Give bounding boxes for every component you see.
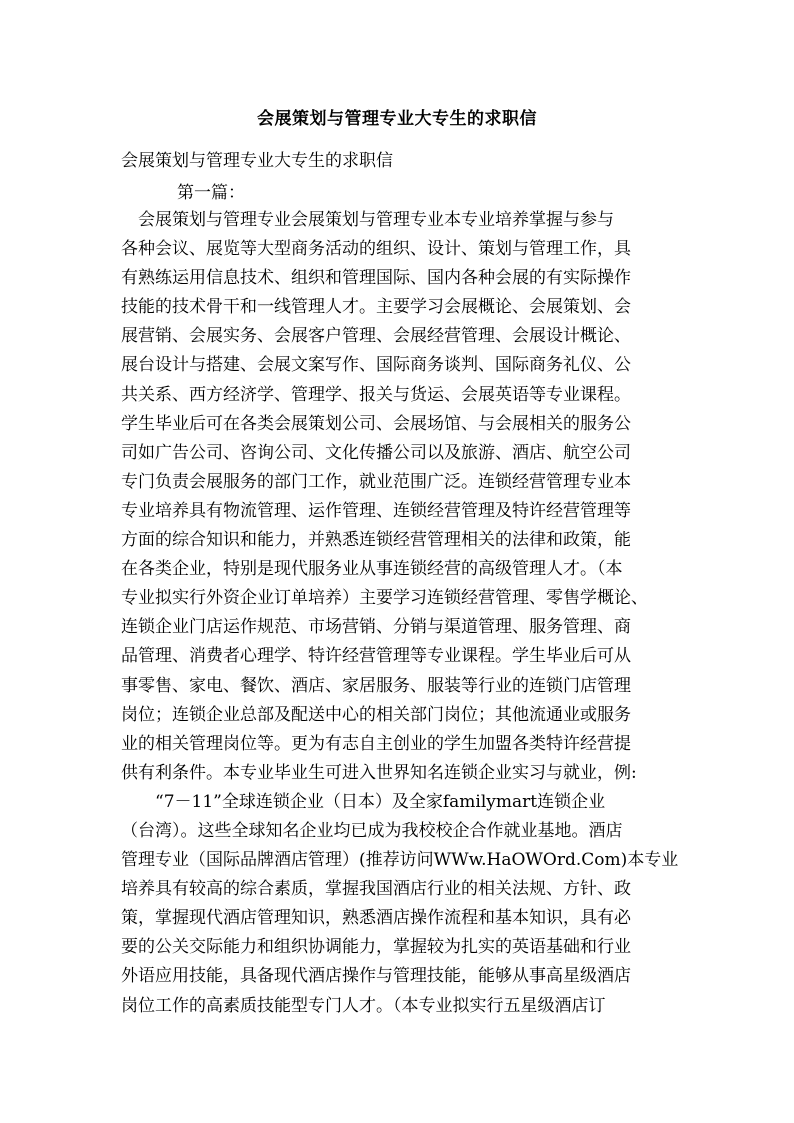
text-line: 司如广告公司、咨询公司、文化传播公司以及旅游、酒店、航空公司	[121, 442, 631, 463]
text-line: 专门负责会展服务的部门工作，就业范围广泛。连锁经营管理专业本	[121, 471, 631, 492]
text-line: 连锁企业门店运作规范、市场营销、分销与渠道管理、服务管理、商	[121, 617, 631, 638]
text-line: 专业培养具有物流管理、运作管理、连锁经营管理及特许经营管理等	[121, 500, 631, 521]
text-line: 各种会议、展览等大型商务活动的组织、设计、策划与管理工作，具	[121, 239, 631, 260]
body-text	[121, 206, 681, 1021]
text-line: 管理专业（国际品牌酒店管理）(推荐访问WWw.HaOWOrd.Com)本专业	[121, 850, 679, 871]
text-line: “7－11”全球连锁企业（日本）及全家familymart连锁企业	[121, 791, 606, 812]
text-line: 专业拟实行外资企业订单培养）主要学习连锁经营管理、零售学概论、	[121, 588, 648, 609]
text-line: 品管理、消费者心理学、特许经营管理等专业课程。学生毕业后可从	[121, 646, 631, 667]
text-line: 培养具有较高的综合素质，掌握我国酒店行业的相关法规、方针、政	[121, 879, 631, 900]
document-subtitle: 会展策划与管理专业大专生的求职信	[121, 151, 393, 171]
text-line: 技能的技术骨干和一线管理人才。主要学习会展概论、会展策划、会	[121, 297, 631, 318]
text-line: 会展策划与管理专业会展策划与管理专业本专业培养掌握与参与	[121, 210, 614, 230]
text-line: 学生毕业后可在各类会展策划公司、会展场馆、与会展相关的服务公	[121, 413, 631, 434]
text-line: 在各类企业，特别是现代服务业从事连锁经营的高级管理人才。（本	[121, 559, 623, 580]
text-line: 有熟练运用信息技术、组织和管理国际、国内各种会展的有实际操作	[121, 268, 631, 289]
text-line: 业的相关管理岗位等。更为有志自主创业的学生加盟各类特许经营提	[121, 733, 631, 754]
text-line: 策，掌握现代酒店管理知识，熟悉酒店操作流程和基本知识，具有必	[121, 908, 631, 929]
text-line: 外语应用技能，具备现代酒店操作与管理技能，能够从事高星级酒店	[121, 966, 631, 987]
document-title: 会展策划与管理专业大专生的求职信	[257, 109, 537, 129]
text-line: （台湾）。这些全球知名企业均已成为我校校企合作就业基地。酒店	[121, 820, 623, 841]
text-line: 要的公关交际能力和组织协调能力，掌握较为扎实的英语基础和行业	[121, 937, 631, 958]
chapter-heading: 第一篇：	[177, 183, 245, 203]
text-line: 方面的综合知识和能力，并熟悉连锁经营管理相关的法律和政策，能	[121, 530, 631, 551]
text-line: 岗位；连锁企业总部及配送中心的相关部门岗位；其他流通业或服务	[121, 704, 631, 725]
text-line: 岗位工作的高素质技能型专门人才。（本专业拟实行五星级酒店订	[121, 995, 606, 1016]
text-line: 供有利条件。本专业毕业生可进入世界知名连锁企业实习与就业，例:	[121, 762, 637, 783]
text-line: 展台设计与搭建、会展文案写作、国际商务谈判、国际商务礼仪、公	[121, 355, 631, 376]
text-line: 事零售、家电、餐饮、酒店、家居服务、服装等行业的连锁门店管理	[121, 675, 631, 696]
text-line: 展营销、会展实务、会展客户管理、会展经营管理、会展设计概论、	[121, 326, 631, 347]
text-line: 共关系、西方经济学、管理学、报关与货运、会展英语等专业课程。	[121, 384, 631, 405]
